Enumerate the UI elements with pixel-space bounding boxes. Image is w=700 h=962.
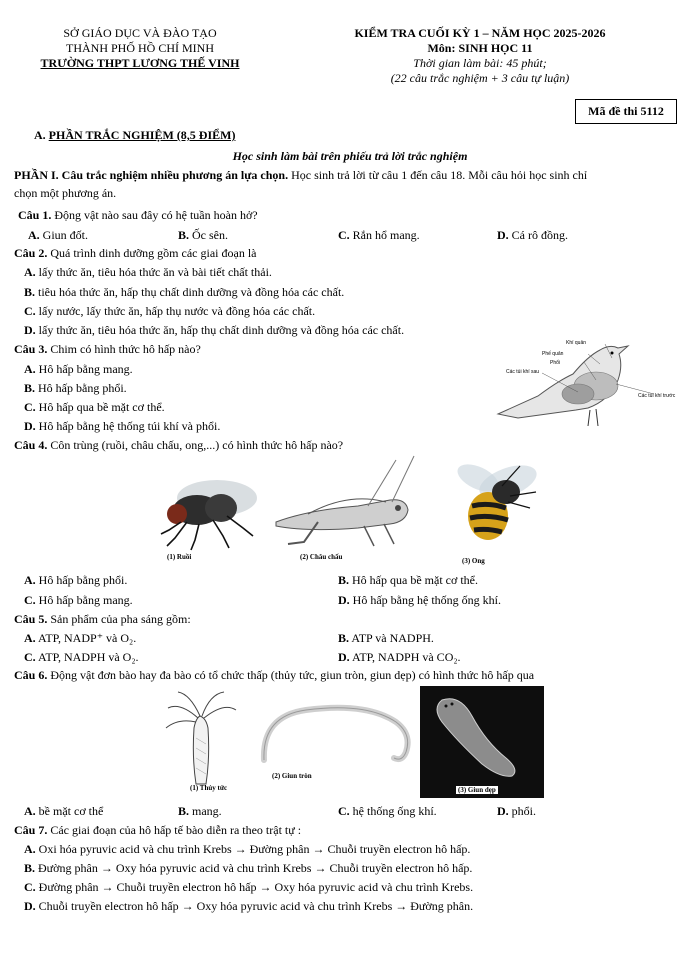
exam-title: KIỂM TRA CUỐI KỲ 1 – NĂM HỌC 2025-2026 [354,26,606,40]
q2-option-d[interactable] [24,323,404,338]
q1-option-b[interactable] [178,228,228,243]
option-label: B. [178,804,190,818]
option-text: Ốc sên. [189,228,229,242]
q1-option-d[interactable] [497,228,568,243]
section-a-heading: PHẦN TRẮC NGHIỆM (8,5 ĐIỂM) [48,128,236,142]
q3-option-b[interactable] [24,381,127,396]
option-text: Hô hấp qua bề mặt cơ thể. [349,573,478,587]
option-label: B. [24,861,36,875]
q1-option-c[interactable] [338,228,420,243]
q5-option-a[interactable] [24,631,136,646]
option-label: A. [24,842,36,856]
roundworm-image [256,696,416,772]
grasshopper-image [268,452,426,552]
q5-option-c[interactable] [24,650,139,665]
option-text: Đường phân → Oxy hóa pyruvic acid và chu trình Krebs → Chuỗi truyền electron hô hấp. [35,861,473,875]
q6-option-d[interactable] [497,804,536,819]
option-text: Đường phân → Chuỗi truyền electron hô hấp → Oxy hóa pyruvic acid và chu trình Krebs. [35,880,474,894]
city-name: THÀNH PHỐ HỒ CHÍ MINH [66,41,214,55]
q1-text: Động vật nào sau đây có hệ tuần hoàn hở? [51,208,258,222]
option-label: D. [338,593,350,607]
option-label: D. [497,804,509,818]
question-1 [18,208,258,223]
caption-fly: (1) Ruồi [167,553,192,561]
section-a-prefix: A. [34,128,49,142]
option-text: Hô hấp bằng hệ thống ống khí. [349,593,501,607]
option-text: Rắn hổ mang. [349,228,420,242]
exam-duration: Thời gian làm bài: 45 phút; [413,56,547,70]
q4-text: Côn trùng (ruồi, châu chấu, ong,...) có hình thức hô hấp nào? [47,438,344,452]
bird-label-bronchi: Phế quản [542,351,564,357]
option-label: B. [338,573,350,587]
option-text: Hô hấp bằng mang. [35,362,133,376]
q7-number: Câu 7. [14,823,48,837]
q6-text: Động vật đơn bào hay đa bào có tổ chức thấp (thủy tức, giun tròn, giun dẹp) có hình thức hô hấp qua [47,668,535,682]
caption-roundworm: (2) Giun tròn [272,772,312,780]
part1-intro [14,168,587,183]
q5-option-b[interactable] [338,631,434,646]
subject-name: Môn: SINH HỌC 11 [427,41,533,55]
q3-option-c[interactable] [24,400,165,415]
header-left [30,26,250,71]
header-right [320,26,640,86]
option-text: Oxi hóa pyruvic acid và chu trình Krebs → Đường phân → Chuỗi truyền electron hô hấp. [35,842,471,856]
option-text: Hô hấp bằng phổi. [35,573,128,587]
q7-option-d[interactable] [24,899,473,914]
q7-text: Các giai đoạn của hô hấp tế bào diễn ra theo trật tự : [47,823,302,837]
option-text: hệ thống ống khí. [349,804,437,818]
q2-option-a[interactable] [24,265,272,280]
option-text: Hô hấp qua bề mặt cơ thể. [35,400,165,414]
caption-hydra: (1) Thủy tức [190,784,228,792]
q3-number: Câu 3. [14,342,48,356]
q3-option-a[interactable] [24,362,133,377]
school-name: TRƯỜNG THPT LƯƠNG THẾ VINH [40,56,240,70]
hydra-image [160,688,242,788]
option-label: C. [24,593,36,607]
option-label: A. [24,265,36,279]
part1-intro-2: chọn một phương án. [14,186,117,200]
option-text: Hô hấp bằng mang. [35,593,133,607]
option-label: A. [24,631,36,645]
bee-image [448,456,548,556]
q5-number: Câu 5. [14,612,48,626]
option-label: C. [24,400,36,414]
option-label: D. [24,899,36,913]
q4-option-a[interactable] [24,573,127,588]
bird-label-trachea: Khí quản [566,340,587,346]
option-text: lấy thức ăn, tiêu hóa thức ăn, hấp thụ chất dinh dưỡng và đồng hóa các chất. [35,323,405,337]
bird-respiratory-diagram [478,336,690,436]
option-label: D. [24,419,36,433]
bird-label-anterior-air-sacs: Các túi khí trước [638,393,676,399]
option-label: A. [28,228,40,242]
part1-text: Học sinh trả lời từ câu 1 đến câu 18. Mỗi câu hỏi học sinh chỉ [288,168,588,182]
option-label: A. [24,573,36,587]
q6-option-b[interactable] [178,804,222,819]
option-text: Hô hấp bằng hệ thống túi khí và phổi. [35,419,221,433]
q6-option-c[interactable] [338,804,437,819]
option-text: ATP, NADP⁺ và O₂. [35,631,137,645]
option-label: C. [24,650,36,664]
bird-label-posterior-air-sacs: Các túi khí sau [506,369,540,375]
flatworm-image [420,686,544,786]
q1-number: Câu 1. [18,208,52,222]
option-label: C. [24,880,36,894]
question-count: (22 câu trắc nghiệm + 3 câu tự luận) [390,71,570,85]
part1-label: PHẦN I. Câu trắc nghiệm nhiều phương án lựa chọn. [14,168,289,182]
q2-text: Quá trình dinh dưỡng gồm các giai đoạn là [47,246,257,260]
option-text: phổi. [508,804,537,818]
option-label: B. [24,381,36,395]
q4-option-d[interactable] [338,593,501,608]
option-label: B. [178,228,190,242]
exam-code-box: Mã đề thi 5112 [575,99,677,124]
option-text: lấy thức ăn, tiêu hóa thức ăn và bài tiết chất thải. [35,265,272,279]
fly-image [157,460,261,552]
option-label: D. [497,228,509,242]
option-text: bề mặt cơ thể [35,804,104,818]
q2-number: Câu 2. [14,246,48,260]
q7-option-a[interactable] [24,842,470,857]
option-text: Hô hấp bằng phổi. [35,381,127,395]
option-text: tiêu hóa thức ăn, hấp thụ chất dinh dưỡng và đồng hóa các chất. [35,285,345,299]
section-a-title [34,128,235,143]
caption-flatworm: (3) Giun dẹp [458,786,496,794]
question-5 [14,612,191,627]
option-label: B. [338,631,350,645]
caption-bee: (3) Ong [462,557,485,565]
option-text: lấy nước, lấy thức ăn, hấp thụ nước và đồng hóa các chất. [35,304,316,318]
option-label: A. [24,362,36,376]
q4-number: Câu 4. [14,438,48,452]
q4-option-b[interactable] [338,573,478,588]
q3-option-d[interactable] [24,419,220,434]
option-label: D. [24,323,36,337]
option-text: ATP và NADPH. [349,631,434,645]
q5-text: Sản phẩm của pha sáng gồm: [47,612,191,626]
option-text: ATP, NADPH và CO₂. [349,650,461,664]
option-text: Chuỗi truyền electron hô hấp → Oxy hóa pyruvic acid và chu trình Krebs → Đường phân. [35,899,474,913]
q1-option-a[interactable] [28,228,88,243]
q7-option-c[interactable] [24,880,473,895]
option-text: Giun đốt. [39,228,89,242]
option-label: C. [338,228,350,242]
department-name: SỞ GIÁO DỤC VÀ ĐÀO TẠO [63,26,217,40]
q2-option-c[interactable] [24,304,315,319]
option-label: B. [24,285,36,299]
question-7 [14,823,301,838]
q3-text: Chim có hình thức hô hấp nào? [47,342,201,356]
q7-option-b[interactable] [24,861,472,876]
question-3 [14,342,201,357]
q5-option-d[interactable] [338,650,461,665]
option-text: ATP, NADPH và O₂. [35,650,139,664]
q2-option-b[interactable] [24,285,344,300]
q4-option-c[interactable] [24,593,133,608]
question-4 [14,438,343,453]
q6-option-a[interactable] [24,804,103,819]
q6-number: Câu 6. [14,668,48,682]
option-text: mang. [189,804,222,818]
option-label: D. [338,650,350,664]
section-a-note: Học sinh làm bài trên phiếu trả lời trắc nghiệm [232,149,468,163]
question-6 [14,668,534,683]
option-label: A. [24,804,36,818]
option-label: C. [338,804,350,818]
flatworm-image-frame [420,686,544,798]
question-2 [14,246,256,261]
option-label: C. [24,304,36,318]
caption-grasshopper: (2) Châu chấu [300,553,343,561]
bird-label-lungs: Phổi [550,360,561,366]
option-text: Cá rô đồng. [508,228,568,242]
